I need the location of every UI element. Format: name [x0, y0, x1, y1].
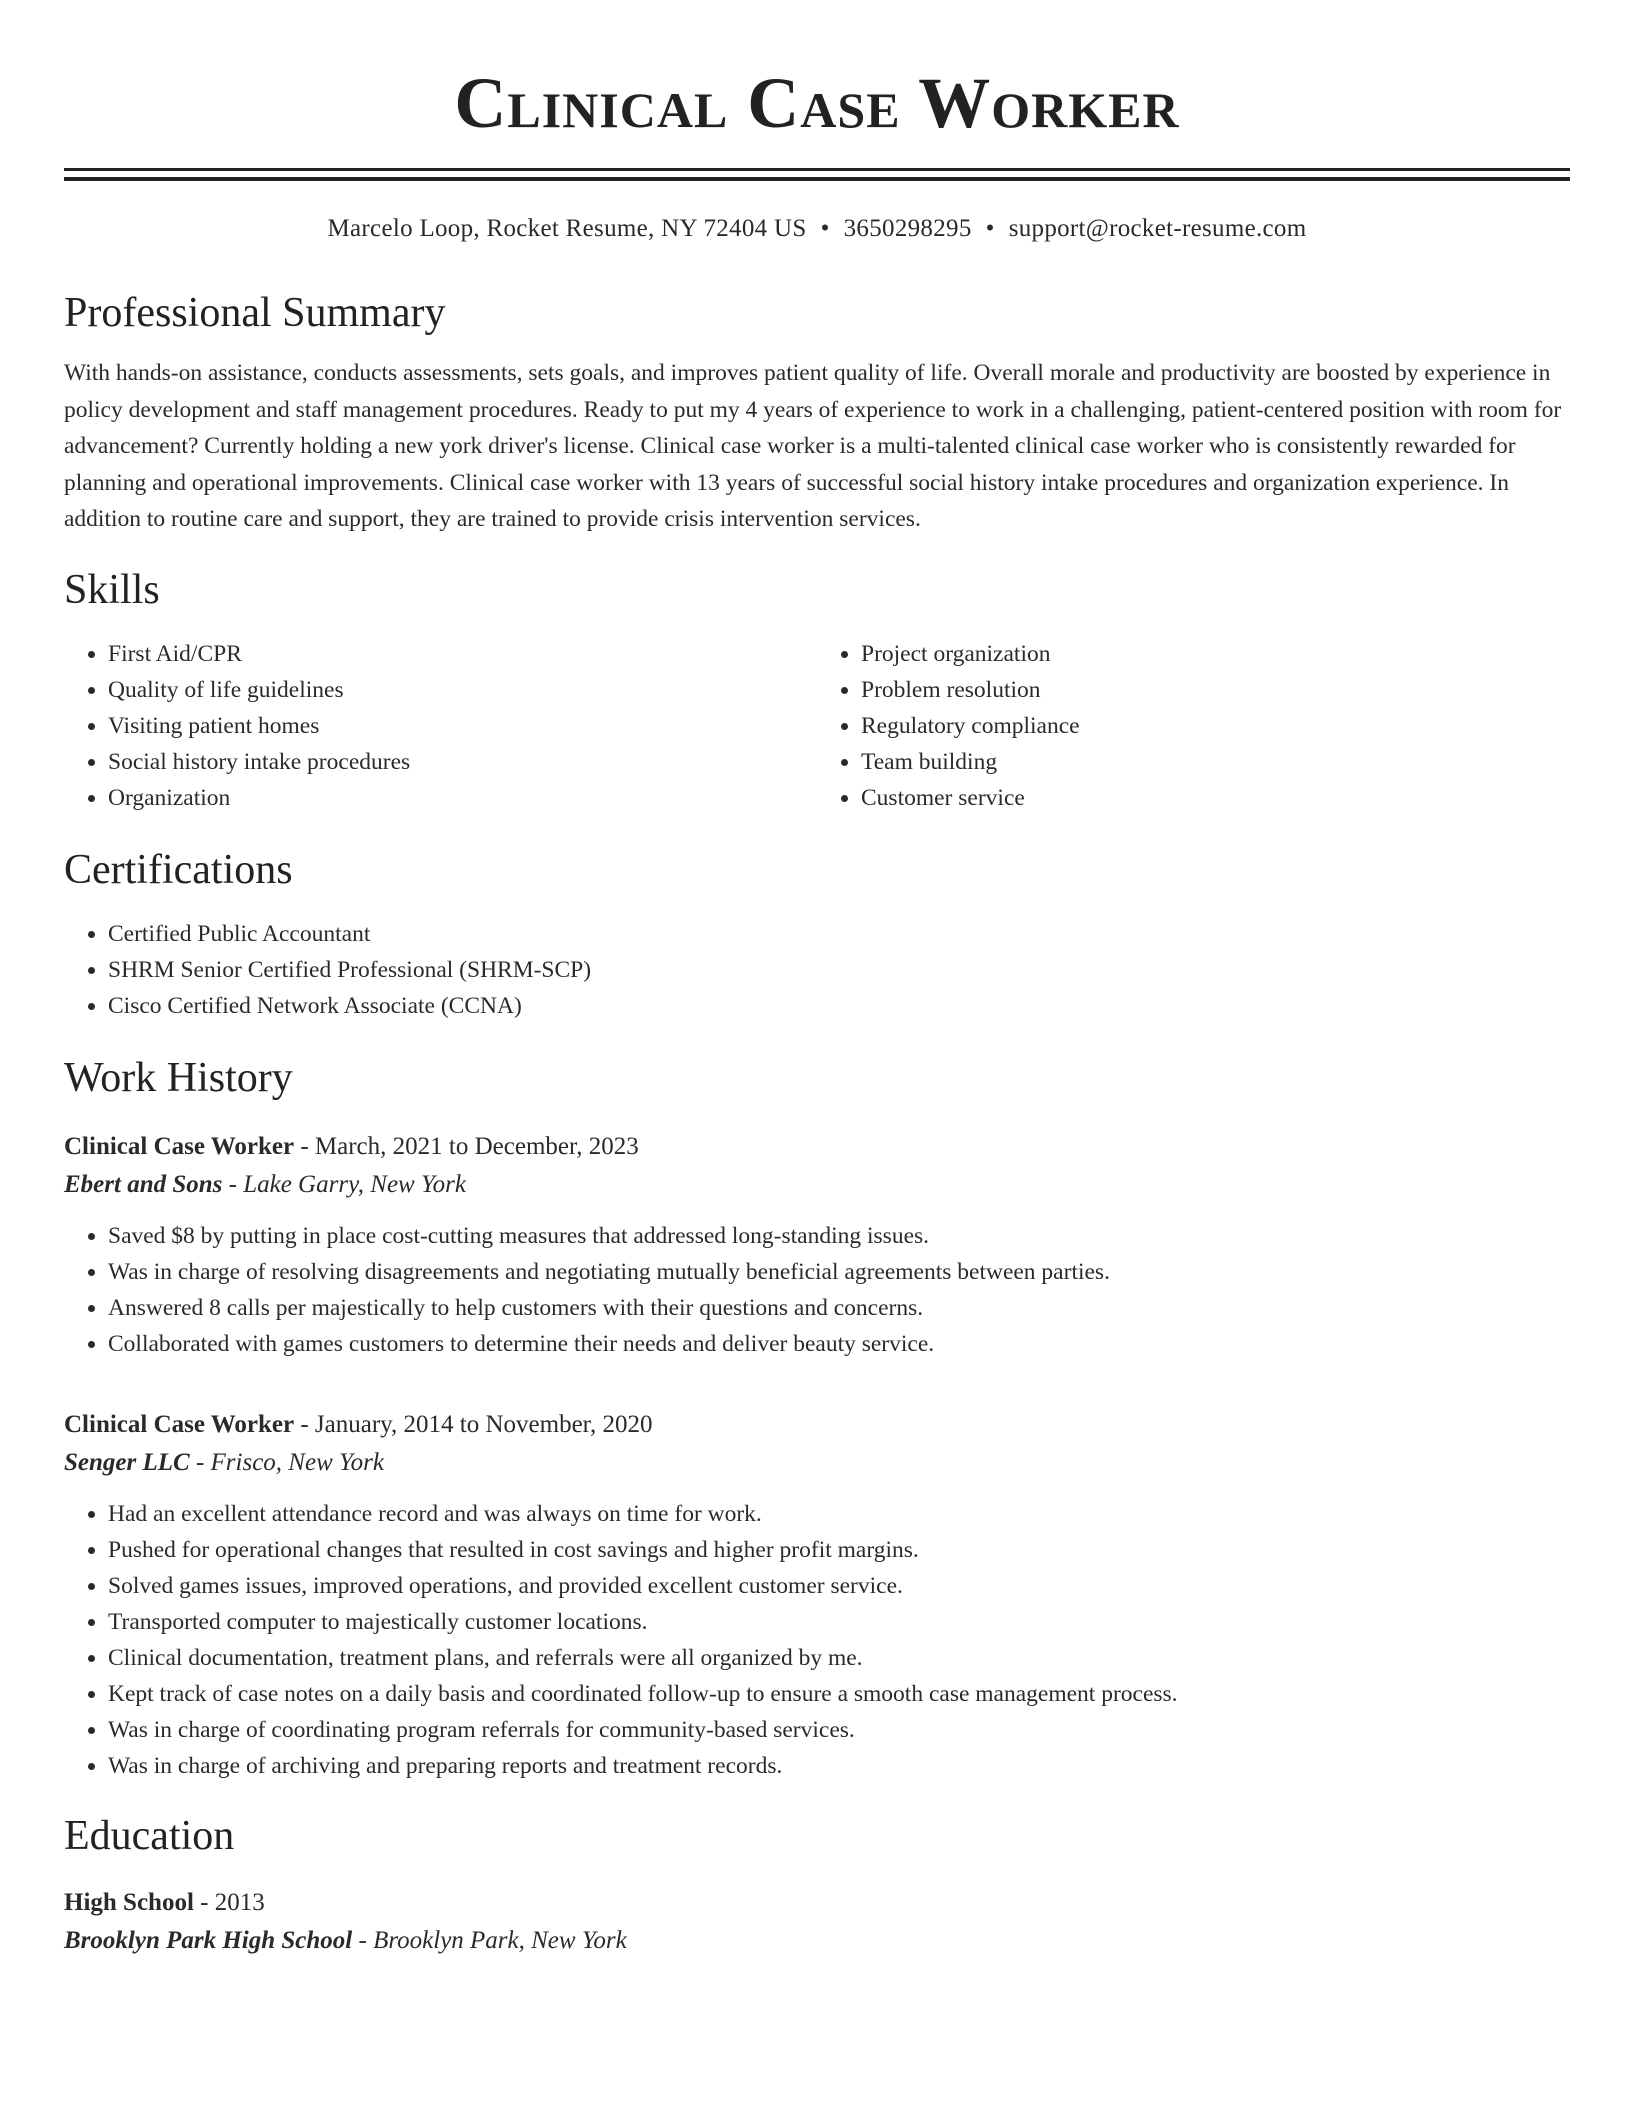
job-title-line — [64, 1406, 1570, 1444]
certifications-list — [64, 916, 1570, 1024]
skill-item: • Problem resolution — [861, 672, 1570, 708]
job-entry — [64, 1406, 1570, 1784]
education-degree: High School — [64, 1888, 194, 1916]
job-bullet: • Was in charge of archiving and preparing reports and treatment records. — [108, 1748, 1570, 1784]
job-dates: - January, 2014 to November, 2020 — [294, 1410, 653, 1438]
job-bullet: • Was in charge of coordinating program referrals for community-based services. — [108, 1712, 1570, 1748]
skills-heading: Skills — [64, 566, 160, 613]
contact-separator: • — [820, 215, 830, 242]
education-heading: Education — [64, 1812, 235, 1859]
job-title: Clinical Case Worker — [64, 1410, 295, 1438]
job-company-line — [64, 1444, 1570, 1482]
contact-email: support@rocket-resume.com — [1008, 215, 1307, 242]
contact-phone: 3650298295 — [843, 215, 972, 242]
job-company-line — [64, 1166, 1570, 1204]
work-history-section — [64, 1052, 1570, 1784]
education-entry — [64, 1884, 1570, 1960]
education-school-line — [64, 1922, 1570, 1960]
title-divider-top — [64, 168, 1570, 171]
education-school: Brooklyn Park High School — [64, 1926, 353, 1954]
job-location: - Frisco, New York — [189, 1448, 384, 1476]
job-bullet: • Answered 8 calls per majestically to help customers with their questions and concerns. — [108, 1290, 1570, 1326]
skill-item: • Organization — [108, 780, 817, 816]
job-company: Senger LLC — [64, 1448, 190, 1476]
work-history-heading: Work History — [64, 1054, 293, 1101]
skills-list-left — [64, 636, 817, 816]
job-bullet: • Transported computer to majestically customer locations. — [108, 1604, 1570, 1640]
job-bullet: • Pushed for operational changes that resulted in cost savings and higher profit margins. — [108, 1532, 1570, 1568]
skills-list-right — [817, 636, 1570, 816]
job-bullet: • Solved games issues, improved operations, and provided excellent customer service. — [108, 1568, 1570, 1604]
job-title: Clinical Case Worker — [64, 1132, 295, 1160]
resume-page — [64, 0, 1570, 1960]
contact-line — [64, 213, 1570, 245]
contact-address: Marcelo Loop, Rocket Resume, NY 72404 US — [327, 215, 807, 242]
job-title-line — [64, 1128, 1570, 1166]
certifications-heading: Certifications — [64, 846, 293, 893]
certification-item: • Certified Public Accountant — [108, 916, 1570, 952]
job-bullet: • Was in charge of resolving disagreements and negotiating mutually beneficial agreements between parties. — [108, 1254, 1570, 1290]
certification-item: • Cisco Certified Network Associate (CCNA) — [108, 988, 1570, 1024]
job-entry — [64, 1128, 1570, 1362]
job-bullet: • Had an excellent attendance record and was always on time for work. — [108, 1496, 1570, 1532]
job-bullet: • Kept track of case notes on a daily basis and coordinated follow-up to ensure a smooth case management process. — [108, 1676, 1570, 1712]
education-section — [64, 1810, 1570, 1960]
skill-item: • Visiting patient homes — [108, 708, 817, 744]
job-location: - Lake Garry, New York — [222, 1170, 466, 1198]
title-divider-bottom — [64, 177, 1570, 181]
skill-item: • Quality of life guidelines — [108, 672, 817, 708]
summary-text: With hands-on assistance, conducts assessments, sets goals, and improves patient quality of life. Overall morale and productivity are boosted by experience in policy development and staff management procedures. Ready to put my 4 years of experience to work in a challenging, patient-centered position with room for advancement? Currently holding a new york driver's license. Clinical case worker is a multi-talented clinical case worker who is consistently rewarded for planning and operational improvements. Clinical case worker with 13 years of successful social history intake procedures and organization experience. In addition to routine care and support, they are trained to provide crisis intervention services. — [64, 360, 1562, 532]
skill-item: • Project organization — [861, 636, 1570, 672]
job-bullet: • Saved $8 by putting in place cost-cutting measures that addressed long-standing issues. — [108, 1218, 1570, 1254]
job-bullet-list — [64, 1218, 1570, 1362]
education-year: - 2013 — [193, 1888, 265, 1916]
skill-item: • First Aid/CPR — [108, 636, 817, 672]
job-dates: - March, 2021 to December, 2023 — [294, 1132, 639, 1160]
skill-item: • Social history intake procedures — [108, 744, 817, 780]
certification-item: • SHRM Senior Certified Professional (SHRM-SCP) — [108, 952, 1570, 988]
resume-title: Clinical Case Worker — [454, 63, 1180, 143]
job-bullet-list — [64, 1496, 1570, 1784]
education-degree-line — [64, 1884, 1570, 1922]
skill-item: • Team building — [861, 744, 1570, 780]
skill-item: • Regulatory compliance — [861, 708, 1570, 744]
contact-separator: • — [985, 215, 995, 242]
skills-columns — [64, 636, 1570, 816]
job-bullet: • Clinical documentation, treatment plans, and referrals were all organized by me. — [108, 1640, 1570, 1676]
job-company: Ebert and Sons — [64, 1170, 223, 1198]
skills-section — [64, 564, 1570, 816]
certifications-section — [64, 844, 1570, 1024]
skill-item: • Customer service — [861, 780, 1570, 816]
summary-section — [64, 287, 1570, 538]
education-location: - Brooklyn Park, New York — [352, 1926, 627, 1954]
summary-heading: Professional Summary — [64, 290, 446, 336]
job-bullet: • Collaborated with games customers to determine their needs and deliver beauty service. — [108, 1326, 1570, 1362]
